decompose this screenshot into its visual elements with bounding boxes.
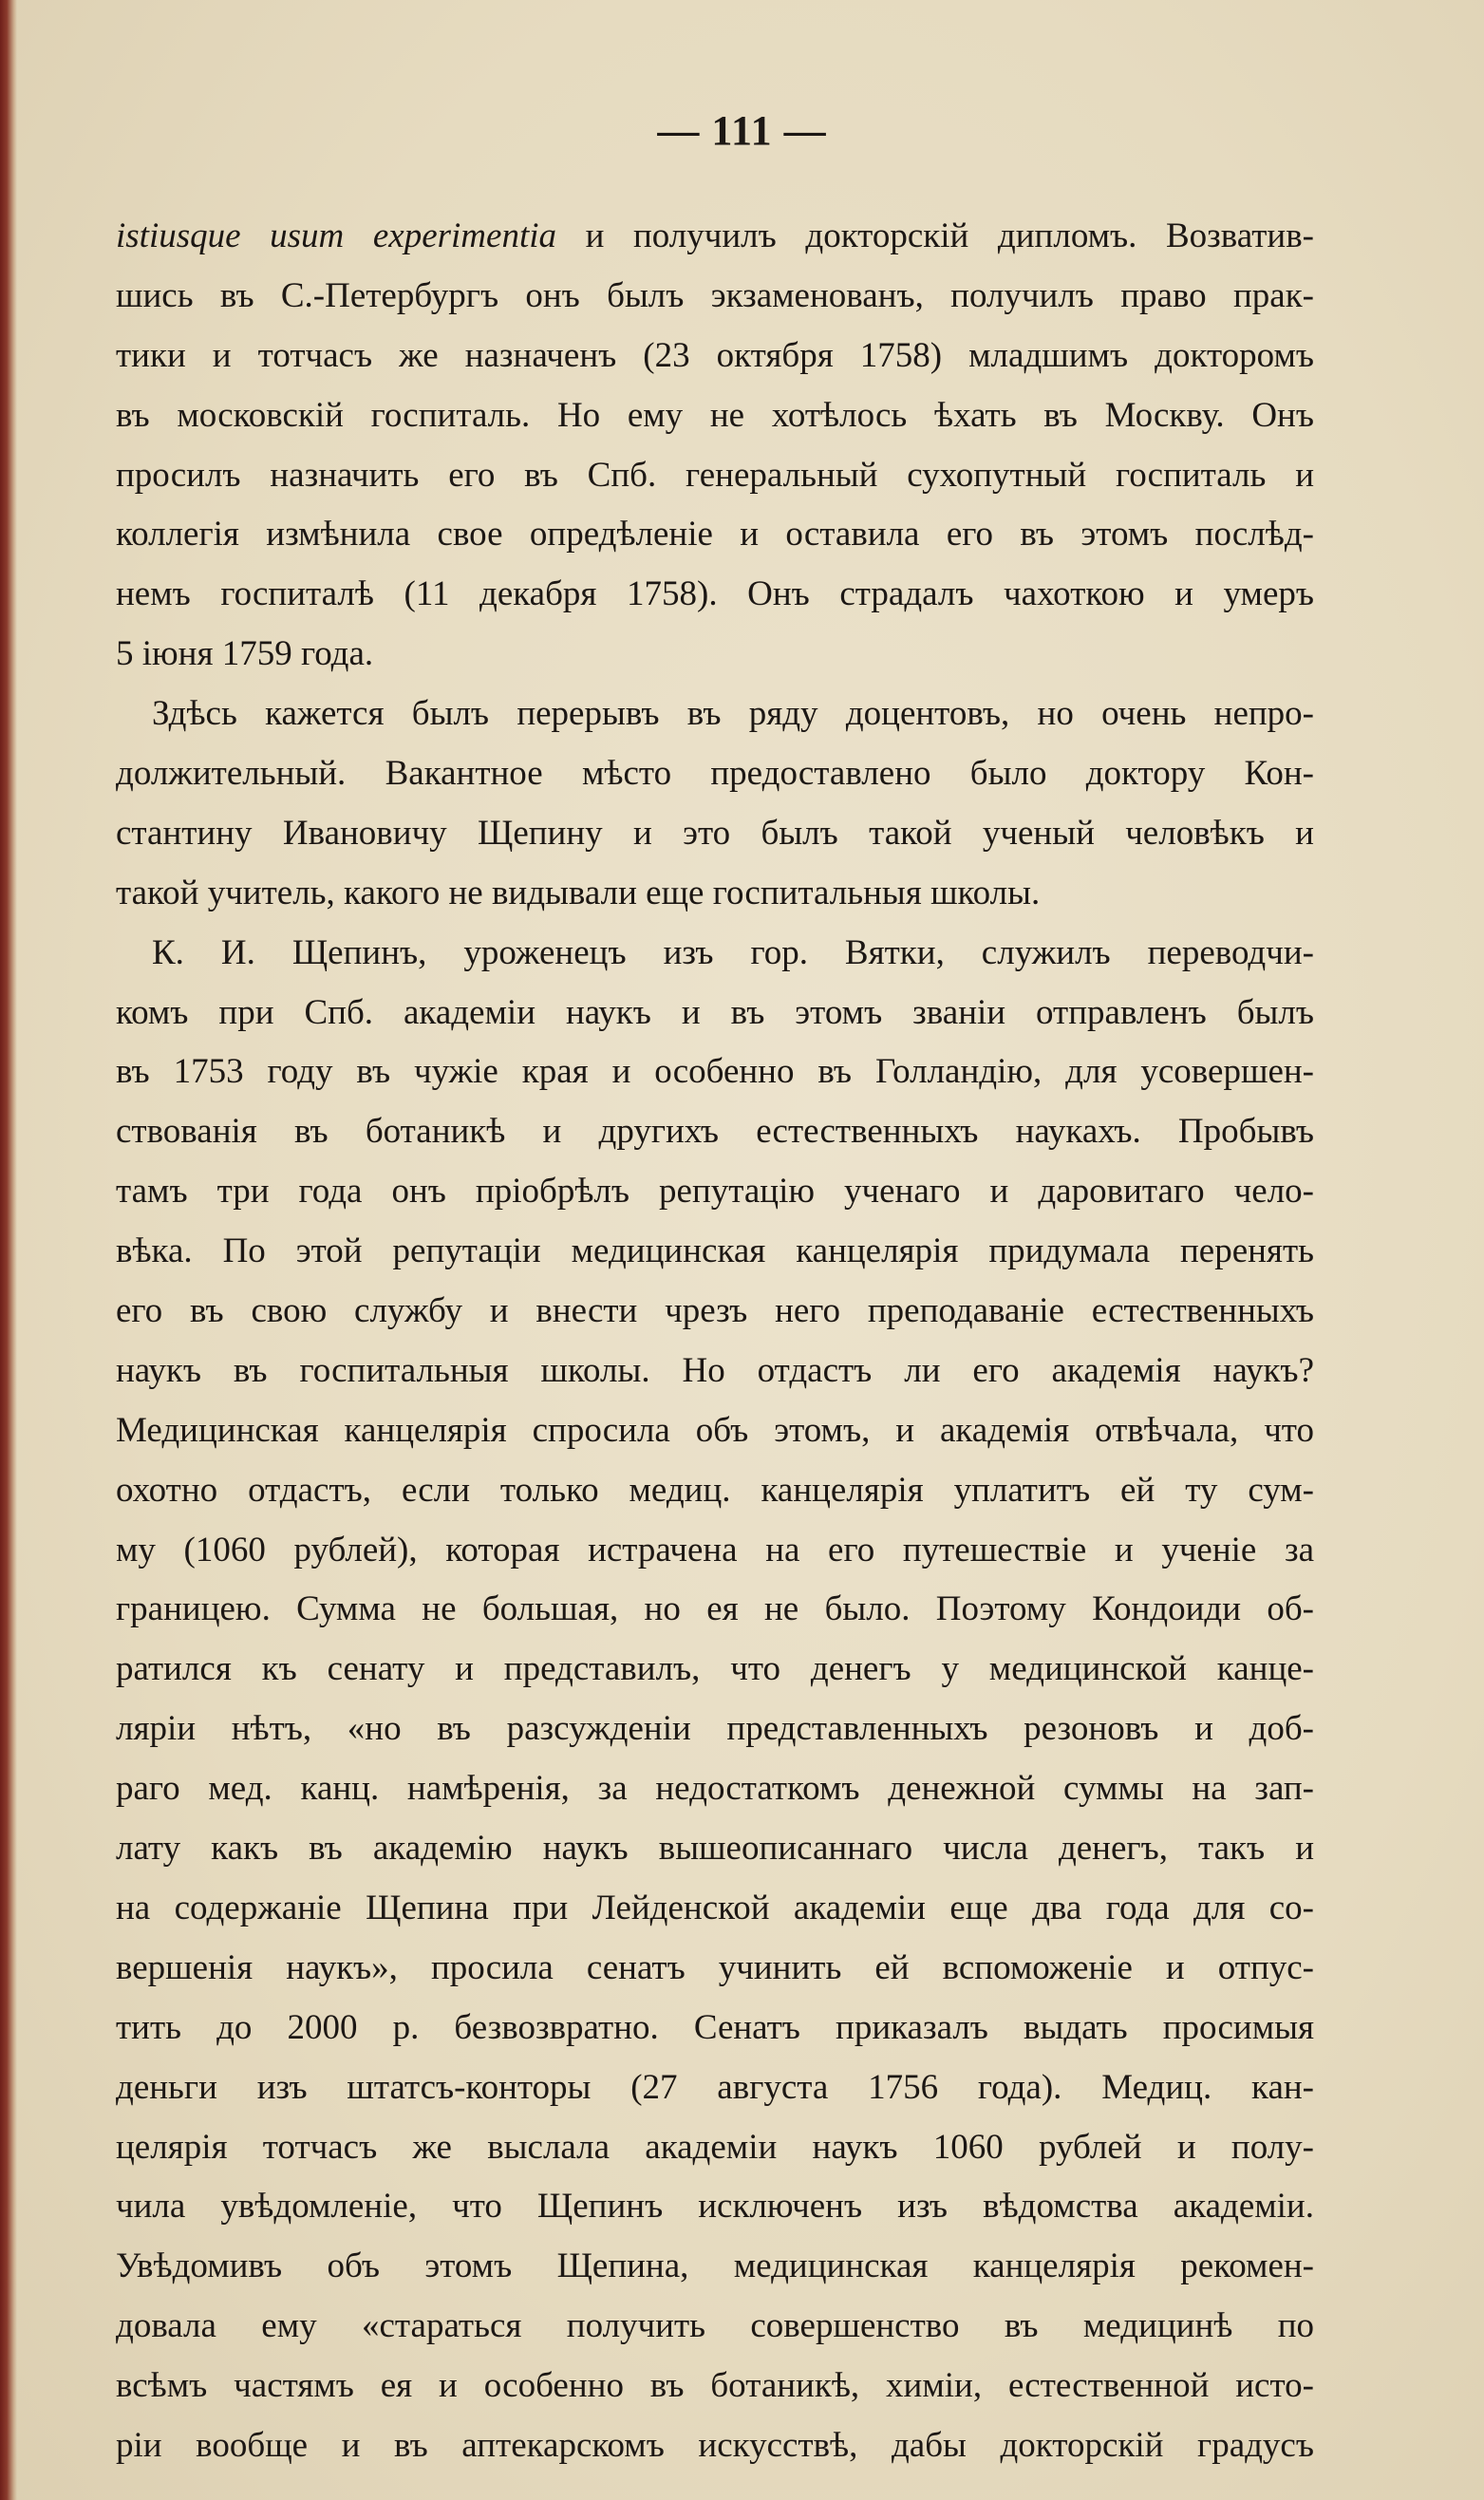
text-line (116, 1342, 1314, 1401)
line-text: чила увѣдомленіе, что Щепинъ исключенъ изъ вѣдомства академіи. (116, 2187, 1314, 2227)
line-text: Увѣдомивъ объ этомъ Щепина, медицинская канцелярія рекомен- (116, 2246, 1314, 2286)
text-line (116, 1521, 1314, 1581)
line-text: стантину Ивановичу Щепину и это былъ такой ученый человѣкъ и (116, 813, 1314, 853)
text-line (116, 1102, 1314, 1162)
line-text: коллегія измѣнила свое опредѣленіе и оставила его въ этомъ послѣд- (116, 515, 1314, 555)
line-text: тить до 2000 р. безвозвратно. Сенатъ приказалъ выдать просимыя (116, 2007, 1314, 2047)
text-line (116, 625, 1314, 685)
text-line (116, 2416, 1314, 2476)
line-text: тики и тотчасъ же назначенъ (23 октября 1758) младшимъ докторомъ (116, 335, 1314, 375)
text-line (116, 446, 1314, 506)
line-text: ратился къ сенату и представилъ, что денегъ у медицинской канце- (116, 1649, 1314, 1689)
line-text: Здѣсь кажется былъ перерывъ въ ряду доцентовъ, но очень непро- (152, 694, 1314, 734)
text-line (116, 2237, 1314, 2297)
line-text: его въ свою службу и внести чрезъ него преподаваніе естественныхъ (116, 1291, 1314, 1331)
text-line (116, 1461, 1314, 1521)
text-line (116, 2118, 1314, 2178)
line-text: просилъ назначить его въ Спб. генеральный сухопутный госпиталь и (116, 455, 1314, 495)
line-text: деньги изъ штатсъ-конторы (27 августа 1756 года). Медиц. кан- (116, 2067, 1314, 2107)
text-line (116, 565, 1314, 625)
text-line (116, 1939, 1314, 1999)
line-text: ріи вообще и въ аптекарскомъ искусствѣ, дабы докторскій градусъ (116, 2425, 1314, 2465)
text-line (116, 924, 1314, 984)
text-line (116, 267, 1314, 327)
text-line (116, 327, 1314, 386)
line-text: раго мед. канц. намѣренія, за недостаткомъ денежной суммы на зап- (116, 1769, 1314, 1809)
line-text: 5 іюня 1759 года. (116, 634, 374, 674)
line-text: охотно отдастъ, если только медиц. канцелярія уплатитъ ей ту сум- (116, 1470, 1314, 1510)
text-line (116, 1999, 1314, 2058)
text-line (116, 1640, 1314, 1700)
text-line (116, 1819, 1314, 1879)
line-text: тамъ три года онъ пріобрѣлъ репутацію ученаго и даровитаго чело- (116, 1172, 1314, 1212)
text-line (116, 1759, 1314, 1819)
text-line (116, 1222, 1314, 1282)
text-line (116, 2177, 1314, 2237)
text-line (116, 1580, 1314, 1640)
page-number: — 111 — (657, 107, 827, 154)
text-line (116, 1700, 1314, 1759)
text-line (116, 744, 1314, 804)
line-text: комъ при Спб. академіи наукъ и въ этомъ званіи отправленъ былъ (116, 992, 1314, 1032)
line-text: немъ госпиталѣ (11 декабря 1758). Онъ страдалъ чахоткою и умеръ (116, 574, 1314, 614)
line-text: довала ему «стараться получить совершенство въ медицинѣ по (116, 2306, 1314, 2346)
text-line (116, 1162, 1314, 1222)
line-text: вѣка. По этой репутаціи медицинская канцелярія придумала перенять (116, 1231, 1314, 1271)
line-text: должительный. Вакантное мѣсто предоставлено было доктору Кон- (116, 754, 1314, 794)
line-text: лату какъ въ академію наукъ вышеописаннаго числа денегъ, такъ и (116, 1829, 1314, 1869)
text-line (116, 1043, 1314, 1102)
page-binding-edge (0, 0, 17, 2500)
line-text: на содержаніе Щепина при Лейденской академіи еще два года для со- (116, 1888, 1314, 1927)
text-line (116, 1282, 1314, 1342)
text-line (116, 207, 1314, 267)
text-line (116, 685, 1314, 744)
latin-phrase: istiusque usum experimentia (116, 216, 557, 255)
line-text: К. И. Щепинъ, уроженецъ изъ гор. Вятки, служилъ переводчи- (152, 932, 1314, 972)
line-text: му (1060 рублей), которая истрачена на его путешествіе и ученіе за (116, 1530, 1314, 1570)
text-line (116, 505, 1314, 565)
text-line (116, 984, 1314, 1043)
text-line (116, 2297, 1314, 2357)
line-text: наукъ въ госпитальныя школы. Но отдастъ ли его академія наукъ? (116, 1350, 1314, 1390)
line-text: ствованія въ ботаникѣ и другихъ естественныхъ наукахъ. Пробывъ (116, 1112, 1314, 1152)
text-line (116, 1879, 1314, 1939)
line-text: въ московскій госпиталь. Но ему не хотѣлось ѣхать въ Москву. Онъ (116, 395, 1314, 435)
line-text: границею. Сумма не большая, но ея не было. Поэтому Кондоиди об- (116, 1589, 1314, 1629)
line-text: Медицинская канцелярія спросила объ этомъ, и академія отвѣчала, что (116, 1410, 1314, 1450)
line-text: вершенія наукъ», просила сенатъ учинить ей вспоможеніе и отпус- (116, 1947, 1314, 1987)
line-text: такой учитель, какого не видывали еще госпитальныя школы. (116, 873, 1041, 912)
line-text: ляріи нѣтъ, «но въ разсужденіи представленныхъ резоновъ и доб- (116, 1709, 1314, 1749)
line-text: и получилъ докторскій дипломъ. Возватив- (556, 216, 1314, 255)
line-text: шись въ С.-Петербургъ онъ былъ экзаменованъ, получилъ право прак- (116, 275, 1314, 315)
line-text: всѣмъ частямъ ея и особенно въ ботаникѣ, химіи, естественной исто- (116, 2366, 1314, 2406)
body-text (116, 207, 1314, 2476)
line-text: целярія тотчасъ же выслала академіи наукъ 1060 рублей и полу- (116, 2127, 1314, 2167)
text-line (116, 2058, 1314, 2118)
line-text: въ 1753 году въ чужіе края и особенно въ Голландію, для усовершен- (116, 1052, 1314, 1092)
text-line (116, 864, 1314, 924)
text-line (116, 2357, 1314, 2416)
text-line (116, 804, 1314, 864)
text-line (116, 1401, 1314, 1461)
text-line (116, 386, 1314, 446)
